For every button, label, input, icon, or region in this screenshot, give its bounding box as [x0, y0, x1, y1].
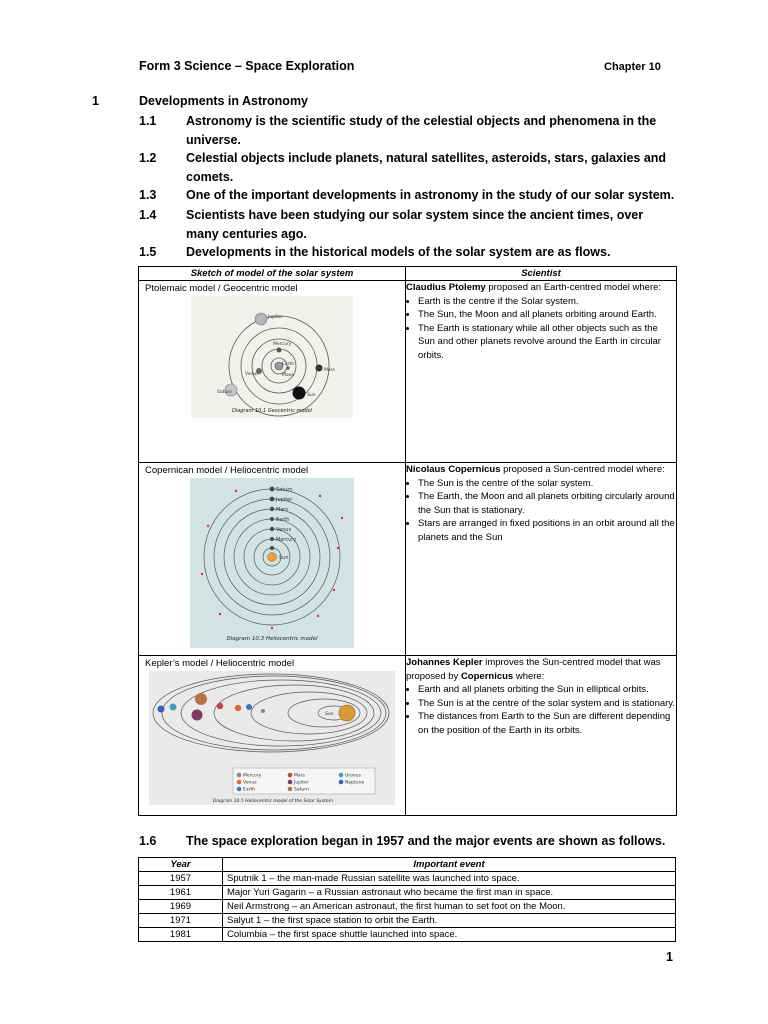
- scientist-intro-end: where:: [513, 670, 545, 682]
- solar-models-table: [138, 266, 677, 816]
- bullet-item: • The Earth, the Moon and all planets orbiting circularly around the Sun that is stationary.: [418, 490, 676, 517]
- label-sun: Sun: [307, 393, 316, 398]
- table-row: [139, 872, 676, 886]
- label-earth: Earth: [282, 362, 295, 367]
- legend-jupiter: Jupiter: [294, 780, 309, 786]
- heliocentric-model-figure: [190, 478, 354, 648]
- model-cell: [139, 463, 406, 656]
- table-row: [139, 463, 677, 656]
- scientist-cell: [406, 463, 677, 656]
- kepler-model-figure: [149, 671, 395, 805]
- label-saturn: Saturn: [276, 487, 293, 493]
- event-year: 1969: [139, 900, 223, 914]
- geocentric-model-figure: [191, 296, 353, 418]
- item-text: One of the important developments in astronomy in the study of our solar system.: [186, 188, 675, 202]
- scientist-bullets: [406, 477, 676, 545]
- table-header-scientist: Scientist: [406, 267, 677, 281]
- table-row: [139, 928, 676, 942]
- bullet-item: • The Sun is the centre of the solar system.: [418, 477, 676, 491]
- table-row: [139, 656, 677, 816]
- event-year: 1961: [139, 886, 223, 900]
- label-mars: Mars: [324, 368, 335, 373]
- legend-venus: Venus: [243, 780, 257, 786]
- event-description: Neil Armstrong – an American astronaut, the first human to set foot on the Moon.: [223, 900, 676, 914]
- label-mars: Mars: [276, 507, 289, 513]
- scientist-cell: [406, 281, 677, 463]
- event-description: Sputnik 1 – the man-made Russian satellite was launched into space.: [223, 872, 676, 886]
- legend-mars: Mars: [294, 773, 305, 779]
- scientist-name: Johannes Kepler: [406, 657, 483, 668]
- bullet-item: • The Earth is stationary while all other objects such as the Sun and other planets revolve around the Earth in circular orbits.: [418, 322, 676, 363]
- event-description: Salyut 1 – the first space station to orbit the Earth.: [223, 914, 676, 928]
- legend-mercury: Mercury: [243, 773, 262, 779]
- label-mercury: Mercury: [273, 342, 292, 347]
- event-year: 1971: [139, 914, 223, 928]
- table-header-year: Year: [139, 858, 223, 872]
- label-venus: Venus: [276, 527, 292, 533]
- scientist-intro: proposed an Earth-centred model where:: [485, 282, 662, 293]
- model-name: Ptolemaic model / Geocentric model: [145, 283, 298, 294]
- item-number: 1.5: [139, 245, 157, 259]
- chapter-label: Chapter 10: [604, 61, 661, 73]
- item-number: 1.4: [139, 208, 157, 222]
- table-header-event: Important event: [223, 858, 676, 872]
- bullet-item: • Stars are arranged in fixed positions in an orbit around all the planets and the Sun: [418, 517, 676, 544]
- table-header-sketch: Sketch of model of the solar system: [139, 267, 406, 281]
- item-number: 1.1: [139, 114, 157, 128]
- table-row: [139, 281, 677, 463]
- table-row: [139, 900, 676, 914]
- model-cell: [139, 656, 406, 816]
- label-saturn: Saturn: [217, 390, 232, 395]
- label-jupiter: Jupiter: [276, 497, 293, 503]
- model-name: Copernican model / Heliocentric model: [145, 465, 309, 476]
- document-title: Form 3 Science – Space Exploration: [139, 59, 355, 73]
- item-text: Astronomy is the scientific study of the celestial objects and phenomena in the universe.: [186, 114, 657, 147]
- event-description: Major Yuri Gagarin – a Russian astronaut who became the first man in space.: [223, 886, 676, 900]
- item-number: 1.6: [139, 834, 157, 848]
- label-jupiter: Jupiter: [268, 315, 283, 320]
- bullet-item: • The Sun is at the centre of the solar system and is stationary.: [418, 697, 676, 711]
- model-name: Kepler’s model / Heliocentric model: [145, 658, 295, 669]
- scientist-name: Nicolaus Copernicus: [406, 464, 501, 475]
- item-number: 1.3: [139, 188, 157, 202]
- item-number: 1.2: [139, 151, 157, 165]
- scientist-bullets: [406, 295, 676, 363]
- legend-neptune: Neptune: [345, 780, 365, 786]
- item-text: Developments in the historical models of the solar system are as flows.: [186, 245, 611, 259]
- table-row: [139, 914, 676, 928]
- legend-earth: Earth: [243, 787, 256, 793]
- scientist-reference: Copernicus: [460, 670, 514, 682]
- event-year: 1981: [139, 928, 223, 942]
- figure-caption: Diagram 10.1 Geocentric model: [231, 408, 313, 414]
- scientist-bullets: [406, 683, 676, 737]
- figure-caption: Diagram 10.3 Heliocentric model: [226, 636, 318, 642]
- label-moon: Moon: [282, 373, 295, 378]
- scientist-name: Claudius Ptolemy: [406, 282, 486, 293]
- section-title: Developments in Astronomy: [139, 94, 309, 108]
- scientist-cell: [406, 656, 677, 816]
- scientist-intro: improves the Sun-centred model that was proposed by: [406, 657, 661, 682]
- bullet-item: • Earth is the centre if the Solar system.: [418, 295, 676, 309]
- event-description: Columbia – the first space shuttle launched into space.: [223, 928, 676, 942]
- label-sun: Sun: [279, 555, 289, 561]
- page-number: 1: [666, 950, 673, 964]
- scientist-intro: proposed a Sun-centred model where:: [500, 464, 665, 475]
- label-sun: Sun: [325, 712, 334, 717]
- event-year: 1957: [139, 872, 223, 886]
- bullet-item: • The Sun, the Moon and all planets orbiting around Earth.: [418, 308, 676, 322]
- label-mercury: Mercury: [276, 537, 297, 543]
- figure-caption: Diagram 10.5 Heliocentric model of the Solar System: [212, 799, 334, 804]
- legend-saturn: Saturn: [294, 787, 309, 793]
- label-earth: Earth: [276, 517, 290, 523]
- item-text: The space exploration began in 1957 and the major events are shown as follows.: [186, 834, 666, 848]
- legend-uranus: Uranus: [345, 773, 361, 779]
- bullet-item: • Earth and all planets orbiting the Sun in elliptical orbits.: [418, 683, 676, 697]
- label-venus: Venus: [245, 372, 259, 377]
- section-number: 1: [92, 94, 99, 108]
- table-row: [139, 886, 676, 900]
- item-text: Scientists have been studying our solar system since the ancient times, over many centuries ago.: [186, 208, 644, 241]
- model-cell: [139, 281, 406, 463]
- item-text: Celestial objects include planets, natural satellites, asteroids, stars, galaxies and comets.: [186, 151, 667, 184]
- space-events-table: [138, 857, 676, 942]
- bullet-item: • The distances from Earth to the Sun are different depending on the position of the Earth in its orbits.: [418, 710, 676, 737]
